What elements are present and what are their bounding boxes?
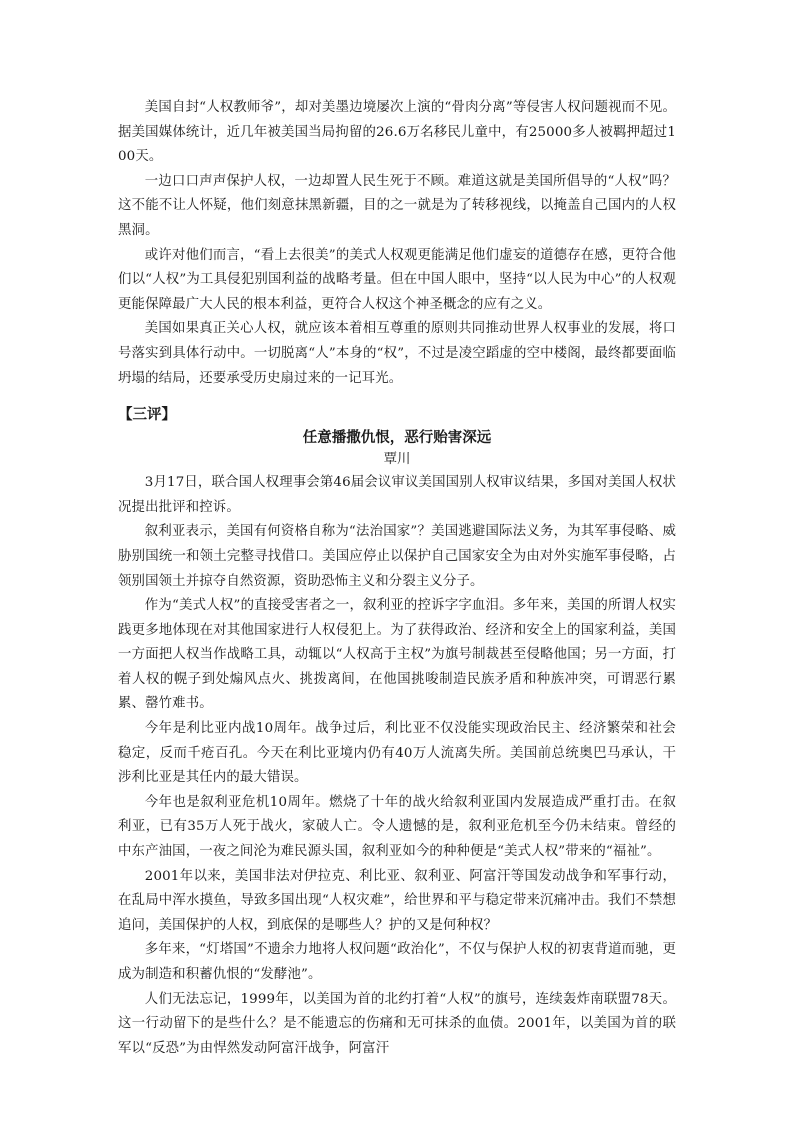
paragraph: 美国自封“人权教师爷”，却对美墨边境屡次上演的“骨肉分离”等侵害人权问题视而不见。据美国媒体统计，近几年被美国当局拘留的26.6万名移民儿童中，有25000多人被羁押超过100天。 — [118, 100, 676, 165]
paragraph: 多年来，“灯塔国”不遗余力地将人权问题“政治化”，不仅与保护人权的初衷背道而驰，更成为制造和积蓄仇恨的“发酵池”。 — [118, 942, 676, 982]
paragraph: 今年是利比亚内战10周年。战争过后，利比亚不仅没能实现政治民主、经济繁荣和社会稳定，反而千疮百孔。今天在利比亚境内仍有40万人流离失所。美国前总统奥巴马承认，干涉利比亚是其任内的最大错误。 — [118, 721, 676, 786]
article-author: 覃川 — [383, 452, 411, 468]
article-title: 任意播撒仇恨，恶行贻害深远 — [302, 430, 492, 447]
paragraph: 叙利亚表示，美国有何资格自称为“法治国家”？美国逃避国际法义务，为其军事侵略、威胁别国统一和领土完整寻找借口。美国应停止以保护自己国家安全为由对外实施军事侵略，占领别国领土并掠夺自然资源，资助恐怖主义和分裂主义分子。 — [118, 524, 676, 589]
paragraph: 3月17日，联合国人权理事会第46届会议审议美国国别人权审议结果，多国对美国人权状况提出批评和控诉。 — [118, 475, 676, 515]
paragraph: 人们无法忘记，1999年，以美国为首的北约打着“人权”的旗号，连续轰炸南联盟78天。这一行动留下的是些什么？是不能遗忘的伤痛和无可抹杀的血债。2001年，以美国为首的联军以“反恐”为由悍然发动阿富汗战争，阿富汗 — [118, 991, 676, 1056]
paragraph: 2001年以来，美国非法对伊拉克、利比亚、叙利亚、阿富汗等国发动战争和军事行动，在乱局中浑水摸鱼，导致多国出现“人权灾难”，给世界和平与稳定带来沉痛冲击。我们不禁想追问，美国保护的人权，到底保的是哪些人？护的又是何种权？ — [118, 868, 676, 933]
paragraph: 作为“美式人权”的直接受害者之一，叙利亚的控诉字字血泪。多年来，美国的所谓人权实践更多地体现在对其他国家进行人权侵犯上。为了获得政治、经济和安全上的国家利益，美国一方面把人权当作战略工具，动辄以“人权高于主权”为旗号制裁甚至侵略他国；另一方面，打着人权的幌子到处煽风点火、挑拨离间，在他国挑唆制造民族矛盾和种族冲突，可谓恶行累累、罄竹难书。 — [118, 598, 676, 712]
paragraph: 一边口口声声保护人权，一边却置人民生死于不顾。难道这就是美国所倡导的“人权”吗？这不能不让人怀疑，他们刻意抹黑新疆，目的之一就是为了转移视线，以掩盖自己国内的人权黑洞。 — [118, 173, 676, 238]
document-body — [118, 96, 676, 1061]
paragraph: 或许对他们而言，“看上去很美”的美式人权观更能满足他们虚妄的道德存在感，更符合他们以“人权”为工具侵犯别国利益的战略考量。但在中国人眼中，坚持“以人民为中心”的人权观更能保障最广大人民的根本利益，更符合人权这个神圣概念的应有之义。 — [118, 247, 676, 312]
paragraph: 今年也是叙利亚危机10周年。燃烧了十年的战火给叙利亚国内发展造成严重打击。在叙利亚，已有35万人死于战火，家破人亡。令人遗憾的是，叙利亚危机至今仍未结束。曾经的中东产油国，一夜之间沦为难民源头国，叙利亚如今的种种便是“美式人权”带来的“福祉”。 — [118, 794, 676, 860]
paragraph: 美国如果真正关心人权，就应该本着相互尊重的原则共同推动世界人权事业的发展，将口号落实到具体行动中。一切脱离“人”本身的“权”，不过是凌空蹈虚的空中楼阁，最终都要面临坍塌的结局，还要承受历史扇过来的一记耳光。 — [118, 321, 676, 386]
section-label: 【三评】 — [118, 407, 176, 424]
